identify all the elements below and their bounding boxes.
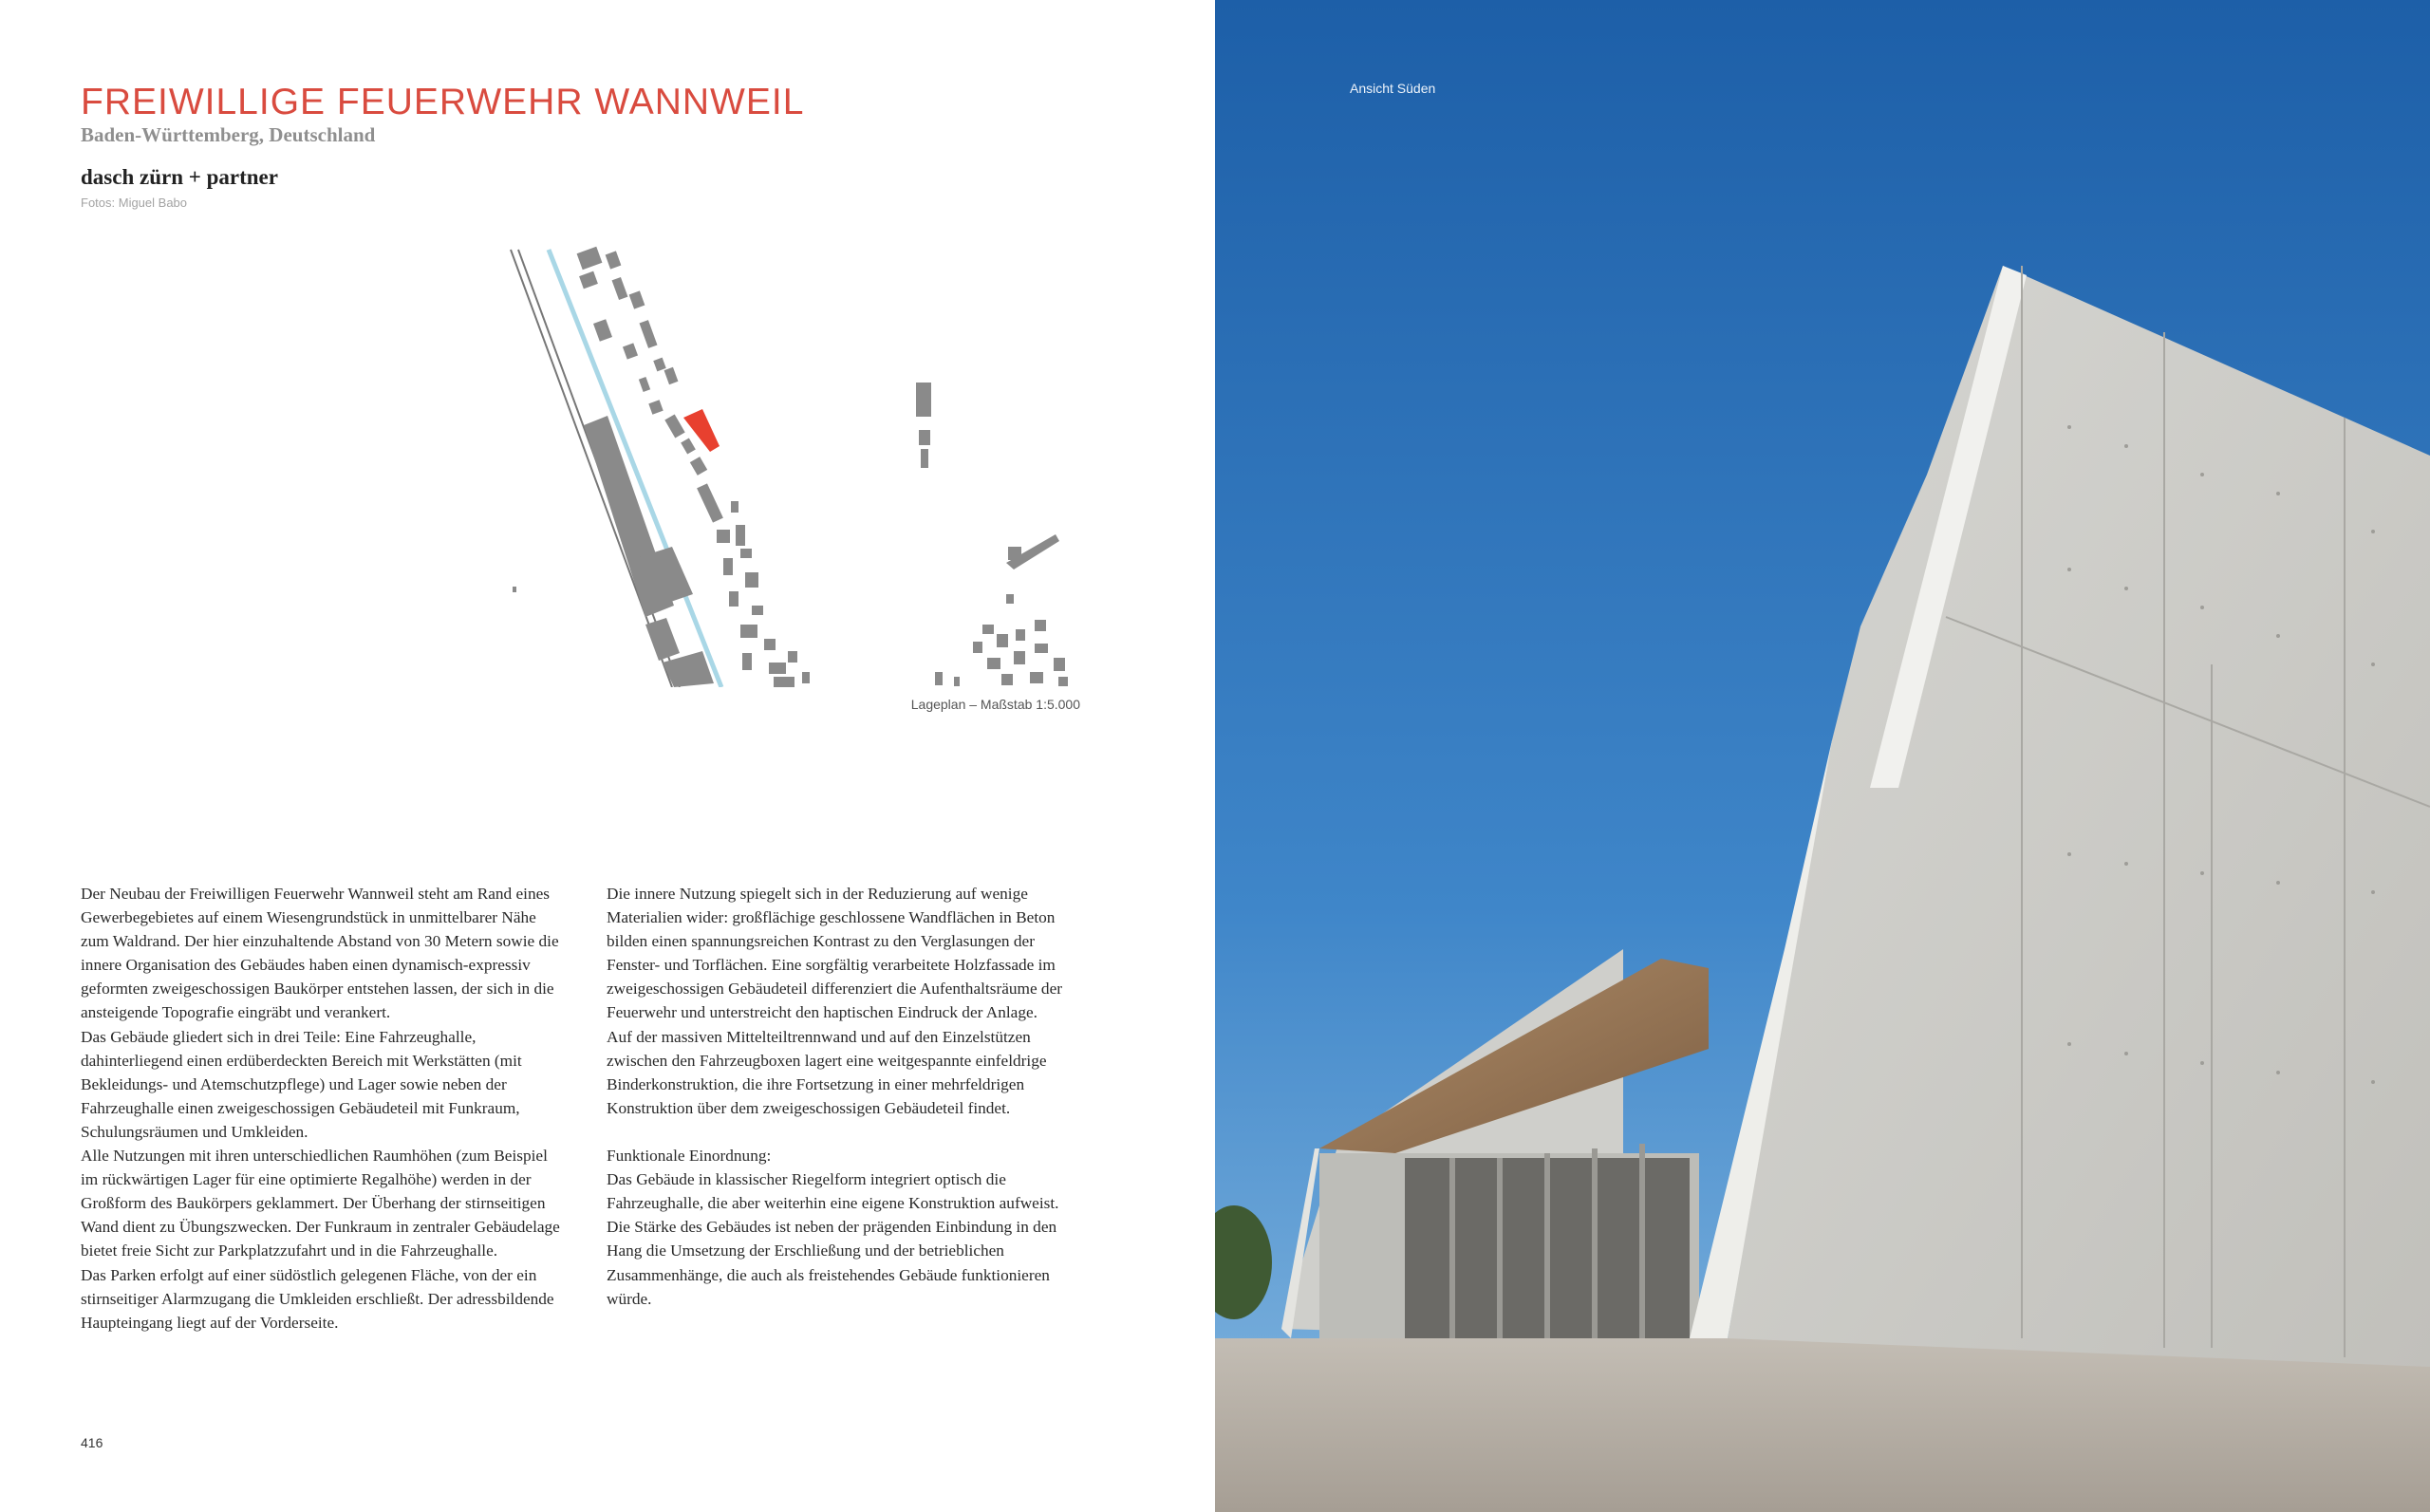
body-paragraph: Das Gebäude gliedert sich in drei Teile: Eine Fahrzeughalle, dahinterliegend einen erdüberdeckten Bereich mit Werkstätten (mit Bekleidungs- und Atemschutzpflege) und Lager sowie neben der Fahrzeughalle einen zweigeschossigen Gebäudeteil mit Funkraum, Schulungsräumen und Umkleiden.: [81, 1027, 522, 1141]
building: [916, 383, 931, 417]
building: [723, 558, 733, 575]
building: [752, 606, 763, 615]
building: [639, 377, 650, 392]
building: [1006, 594, 1014, 604]
building: [645, 618, 680, 661]
photo-caption: Ansicht Süden: [1350, 81, 1436, 96]
body-paragraph: Alle Nutzungen mit ihren unterschiedlichen Raumhöhen (zum Beispiel im rückwärtigen Lager für eine optimierte Regalhöhe) werden in der Großform des Baukörpers geklammert. Der Überhang der stirnseitigen Wand dient zu Übungszwecken. Der Funkraum in zentraler Gebäudelage bietet freie Sicht zur Parkplatzzufahrt und in die Fahrzeughalle.: [81, 1147, 560, 1260]
building: [954, 677, 960, 686]
project-title: FREIWILLIGE FEUERWEHR WANNWEIL: [81, 82, 805, 122]
building: [690, 457, 707, 476]
building: [769, 663, 786, 674]
building: [623, 343, 638, 359]
building: [612, 277, 628, 300]
building: [1035, 620, 1046, 631]
building: [653, 358, 666, 372]
building: [729, 591, 738, 607]
page-number: 416: [81, 1435, 103, 1450]
building: [664, 414, 684, 438]
building: [1030, 672, 1043, 683]
ground: [1215, 1338, 2430, 1512]
building: [736, 525, 745, 546]
building: [788, 651, 797, 663]
building: [919, 430, 930, 445]
body-paragraph: Die Stärke des Gebäudes ist neben der prägenden Einbindung in den Hang die Umsetzung der Erschließung und der betrieblichen Zusammenhänge, die auch als freistehendes Gebäude funktionieren würde.: [607, 1218, 1057, 1308]
body-column-right: [607, 882, 1091, 1311]
rail-line: [511, 250, 672, 687]
site-plan-map: [503, 245, 1082, 687]
section-subheading: Funktionale Einordnung:: [607, 1147, 772, 1166]
building: [997, 634, 1008, 647]
building: [740, 625, 757, 638]
building: [731, 501, 738, 513]
building: [1054, 658, 1065, 671]
building: [681, 438, 696, 454]
building: [921, 449, 928, 468]
building: [1001, 674, 1013, 685]
building: [1014, 651, 1025, 664]
building: [640, 320, 658, 348]
building: [802, 672, 810, 683]
building: [742, 653, 752, 670]
right-page-photo: [1215, 0, 2430, 1512]
building: [1035, 644, 1048, 653]
building: [717, 530, 730, 543]
building: [935, 672, 943, 685]
body-paragraph: Der Neubau der Freiwilligen Feuerwehr Wannweil steht am Rand eines Gewerbegebietes auf einem Wiesengrundstück in unmittelbarer Nähe zum Waldrand. Der hier einzuhaltende Abstand von 30 Metern sowie die innere Organisation des Gebäudes haben einen dynamisch-expressiv geformten zweigeschossigen Baukörper entstehen lassen, der sich in die ansteigende Topografie eingräbt und verankert.: [81, 885, 559, 1022]
building: [973, 642, 982, 653]
building: [774, 677, 794, 687]
building: [697, 483, 723, 522]
building: [764, 639, 776, 650]
site-plan-caption: Lageplan – Maßstab 1:5.000: [910, 697, 1080, 712]
building: [1058, 677, 1068, 686]
project-location: Baden-Württemberg, Deutschland: [81, 123, 376, 146]
building: [648, 400, 663, 414]
building: [579, 271, 598, 289]
building: [1008, 547, 1021, 560]
building: [577, 247, 603, 270]
building: [593, 319, 612, 342]
architect-name: dasch zürn + partner: [81, 165, 278, 189]
building: [740, 549, 752, 558]
building: [1016, 629, 1025, 641]
building: [513, 587, 516, 592]
body-column-left: [81, 882, 565, 1335]
building: [664, 367, 679, 384]
building: [987, 658, 1000, 669]
building: [982, 625, 994, 634]
body-paragraph: Das Gebäude in klassischer Riegelform integriert optisch die Fahrzeughalle, die aber weiterhin eine eigene Konstruktion aufweist.: [607, 1170, 1059, 1213]
photo-credit: Fotos: Miguel Babo: [81, 196, 188, 210]
building-photo: [1215, 0, 2430, 1512]
building: [745, 572, 758, 588]
body-paragraph: Die innere Nutzung spiegelt sich in der Reduzierung auf wenige Materialien wider: großflächige geschlossene Wandflächen in Beton bilden einen spannungsreichen Kontrast zu den Verglasungen der Fenster- und Torflächen. Eine sorgfältig verarbeitete Holzfassade im zweigeschossigen Gebäudeteil differenziert die Aufenthaltsräume der Feuerwehr und unterstreicht den haptischen Eindruck der Anlage.: [607, 885, 1063, 1022]
building: [629, 290, 645, 308]
building: [606, 251, 622, 269]
body-paragraph: Das Parken erfolgt auf einer südöstlich gelegenen Fläche, von der ein stirnseitiger Alarmzugang die Umkleiden erschließt. Der adressbildende Haupteingang liegt auf der Vorderseite.: [81, 1265, 554, 1332]
body-paragraph: Auf der massiven Mittelteiltrennwand und auf den Einzelstützen zwischen den Fahrzeugboxen lagert eine weitgespannte einfeldrige Binderkonstruktion, die ihre Fortsetzung in einer mehrfeldrigen Konstruktion über dem zweigeschossigen Gebäudeteil findet.: [607, 1027, 1047, 1117]
